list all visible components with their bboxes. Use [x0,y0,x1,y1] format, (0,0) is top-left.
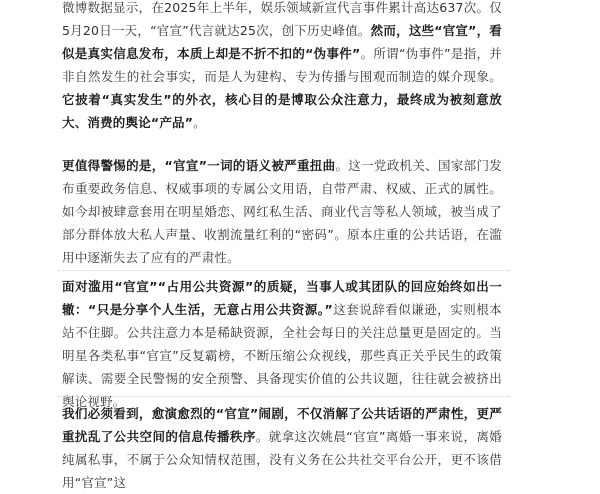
dotted-divider [58,270,510,271]
paragraph-1 [62,0,502,134]
paragraph-2-bold-a: 更值得警惕的是，“官宣”一词的语义被严重扭曲 [62,158,336,173]
paragraph-1-text-a: 微博数据显示，在2025年上半年，娱乐领域新宣代言事件累计高达637次。仅5月20日一天，“官宣”代言就达25次，创下历史峰值。 [62,0,502,38]
paragraph-1-text-c: 。 [193,115,206,130]
paragraph-3 [62,275,502,413]
paragraph-1-text-b: 。所谓“伪事件”是指，并非自然发生的社会事实，而是人为建构、专为传播与围观而制造的媒介现象。 [62,46,503,84]
paragraph-1-bold-a: 然而，这些“官宣”，看似是真实信息发布，本质上却是不折不扣的“伪事件” [62,23,502,61]
paragraph-3-text-a: 这套说辞看似谦逊，实则根本站不住脚。公共注意力本是稀缺资源，全社会每日的关注总量更是固定的。当明星各类私事“官宣”反复霸榜，不断压缩公众视线，那些真正关乎民生的政策解读、需要全民警惕的安全预警、具备现实价值的公共议题，往往就会被挤出舆论视野。 [62,302,502,409]
paragraph-4-text-a: 。就拿这次姚晨“官宣”离婚一事来说，离婚纯属私事，不属于公众知情权范围，没有义务在公共社交平台公开，更不该借用“官宣”这 [62,429,502,490]
dotted-divider [58,396,510,397]
paragraph-3-bold-a: 面对滥用“官宣”“占用公共资源”的质疑，当事人或其团队的回应始终如出一辙：“只是分享个人生活，无意占用公共资源。” [62,279,502,317]
paragraph-2 [62,154,502,269]
paragraph-2-text-a: 。这一党政机关、国家部门发布重要政务信息、权威事项的专属公文用语，自带严肃、权威、正式的属性。如今却被肆意套用在明星婚恋、网红私生活、商业代言等私人领域，被当成了部分群体放大私人声量、收割流量红利的“密码”。原本庄重的公共话语，在滥用中逐渐失去了应有的严肃性。 [62,158,502,265]
paragraph-4 [62,402,502,494]
paragraph-4-bold-a: 我们必须看到，愈演愈烈的“官宣”闹剧，不仅消解了公共话语的严肃性，更严重扰乱了公共空间的信息传播秩序 [62,406,502,444]
paragraph-1-bold-b: 它披着“真实发生”的外衣，核心目的是博取公众注意力，最终成为被刻意放大、消费的舆论“产品” [62,92,502,130]
